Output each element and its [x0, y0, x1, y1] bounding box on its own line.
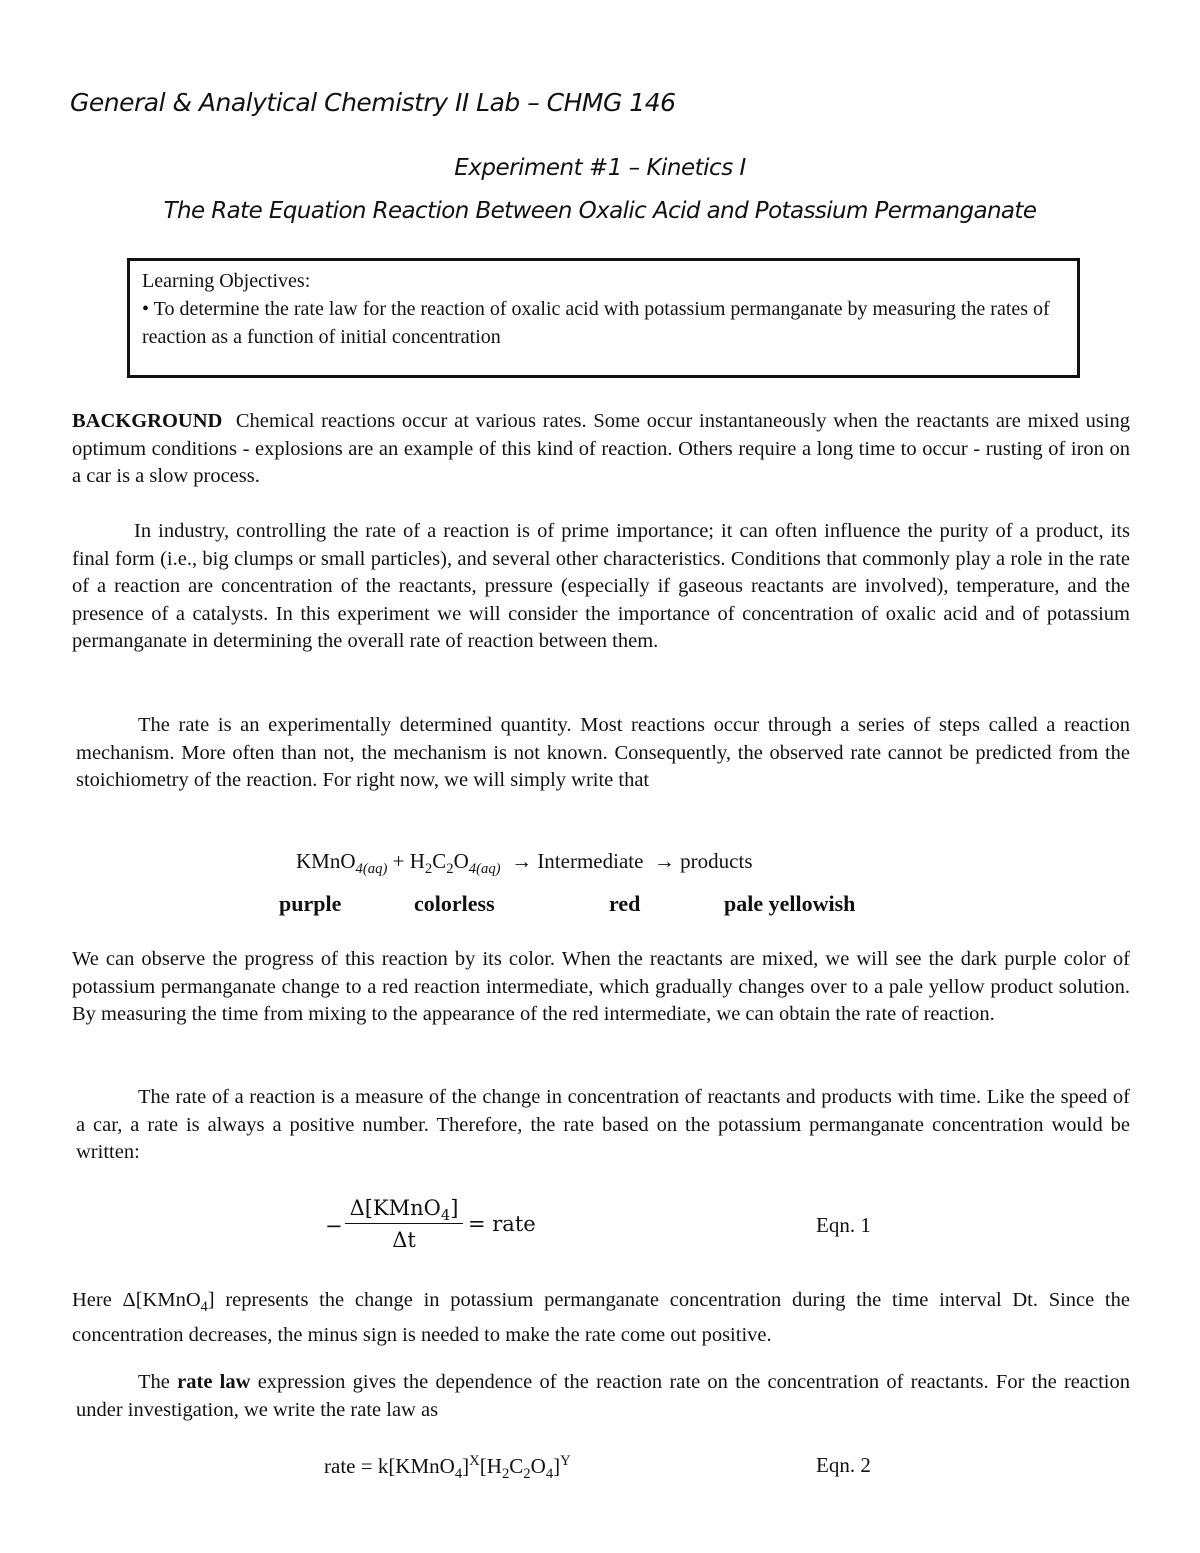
eqn2-exponent-y: Y: [560, 1453, 571, 1469]
eqn2-close1: ]: [462, 1454, 470, 1478]
eqn1-numerator: [345, 1196, 463, 1224]
color-pale-yellowish: pale yellowish: [724, 891, 856, 916]
objective-text: To determine the rate law for the reaction of oxalic acid with potassium permanganate by measuring the rates of reaction as a function of initial concentration: [142, 298, 1050, 348]
eqn2-sub4: 4: [545, 1466, 554, 1483]
paragraph-7: [76, 1369, 1130, 1424]
kmno4-formula: KMnO: [296, 849, 356, 873]
eqn1-numerator-sub: 4: [440, 1207, 451, 1225]
eqn1-minus: −: [325, 1214, 343, 1238]
reaction-equation: [296, 849, 753, 878]
eqn1-numerator-close: ]: [450, 1196, 459, 1220]
color-purple: purple: [279, 891, 342, 916]
experiment-subtitle: The Rate Equation Reaction Between Oxalic Acid and Potassium Permanganate: [163, 198, 1037, 224]
eqn2-prefix: rate = k[KMnO: [324, 1454, 455, 1478]
right-arrow-icon: →: [653, 849, 675, 873]
o-symbol: O: [453, 849, 469, 873]
eqn2-sub3: 2: [523, 1466, 531, 1483]
kmno4-state: 4(aq): [355, 861, 388, 878]
p6-start: Here Δ[KMnO: [72, 1289, 201, 1311]
products-label: products: [680, 849, 753, 873]
eqn2-close2: ]: [553, 1454, 561, 1478]
c-symbol: C: [432, 849, 447, 873]
course-title: General & Analytical Chemistry II Lab – CHMG 146: [70, 88, 676, 117]
eqn2-label: Eqn. 2: [816, 1453, 871, 1477]
right-arrow-icon: →: [511, 849, 533, 873]
background-label: BACKGROUND: [72, 410, 223, 432]
eqn2-c: C: [509, 1454, 524, 1478]
p6-subscript: 4: [200, 1299, 208, 1316]
paragraph-6: [72, 1287, 1130, 1349]
equation-2: [324, 1453, 571, 1483]
background-paragraph-2: In industry, controlling the rate of a reaction is of prime importance; it can often influence the purity of a product, its final form (i.e., big clumps or small particles), and several other characteristics. Conditions that commonly play a role in the rate of a reaction are concentration of the reactants, pressure (especially if gaseous reactants are involved), temperature, and the presence of a catalysts. In this experiment we will consider the importance of concentration of oxalic acid and of potassium permanganate in determining the overall rate of reaction between them.: [72, 520, 1130, 652]
objective-item: [142, 295, 1077, 351]
oxalic-state: 4(aq): [468, 861, 501, 878]
p7-rest: expression gives the dependence of the reaction rate on the concentration of reactants. For the reaction under investigation, we write the rate law as: [76, 1371, 1130, 1421]
paragraph-4: We can observe the progress of this reaction by its color. When the reactants are mixed, we will see the dark purple color of potassium permanganate change to a red reaction intermediate, which gradually changes over to a pale yellow product solution. By measuring the time from mixing to the appearance of the red intermediate, we can obtain the rate of reaction.: [72, 948, 1130, 1025]
experiment-title: Experiment #1 – Kinetics I: [454, 155, 746, 181]
eqn2-exponent-x: X: [469, 1453, 480, 1469]
background-paragraph-1: [72, 408, 1130, 491]
paragraph-5: The rate of a reaction is a measure of the change in concentration of reactants and products with time. Like the speed of a car, a rate is always a positive number. Therefore, the rate based on the potassium permanganate concentration would be written:: [76, 1086, 1130, 1163]
eqn1-rhs: = rate: [468, 1212, 536, 1236]
p7-start: The: [138, 1371, 178, 1393]
color-red: red: [609, 891, 641, 916]
eqn2-sub2: 2: [501, 1466, 510, 1483]
learning-objectives-box: [127, 258, 1080, 378]
intermediate-label: Intermediate: [537, 849, 644, 873]
fraction-bar: [345, 1223, 463, 1224]
eqn2-sub1: 4: [454, 1466, 463, 1483]
bullet-icon: •: [142, 298, 150, 320]
h-symbol: H: [409, 849, 425, 873]
color-colorless: colorless: [414, 891, 495, 916]
eqn2-open2: [H: [479, 1454, 502, 1478]
background-p1-text: Chemical reactions occur at various rates. Some occur instantaneously when the reactants are mixed using optimum conditions - explosions are an example of this kind of reaction. Others require a long time to occur - rusting of iron on a car is a slow process.: [72, 410, 1130, 487]
h-subscript: 2: [424, 861, 433, 878]
eqn1-label: Eqn. 1: [816, 1213, 871, 1237]
p6-rest: ] represents the change in potassium permanganate concentration during the time interval Dt. Since the concentration decreases, the minus sign is needed to make the rate come out positive.: [72, 1289, 1130, 1346]
c-subscript: 2: [446, 861, 454, 878]
rate-law-term: rate law: [177, 1371, 251, 1393]
background-paragraph-3: The rate is an experimentally determined quantity. Most reactions occur through a series of steps called a reaction mechanism. More often than not, the mechanism is not known. Consequently, the observed rate cannot be predicted from the stoichiometry of the reaction. For right now, we will simply write that: [76, 714, 1130, 791]
objectives-heading: Learning Objectives:: [142, 270, 311, 292]
eqn2-o: O: [530, 1454, 546, 1478]
plus-sign: +: [392, 849, 405, 873]
eqn1-numerator-text: Δ[KMnO: [349, 1196, 441, 1220]
eqn1-denominator: Δt: [392, 1228, 416, 1252]
